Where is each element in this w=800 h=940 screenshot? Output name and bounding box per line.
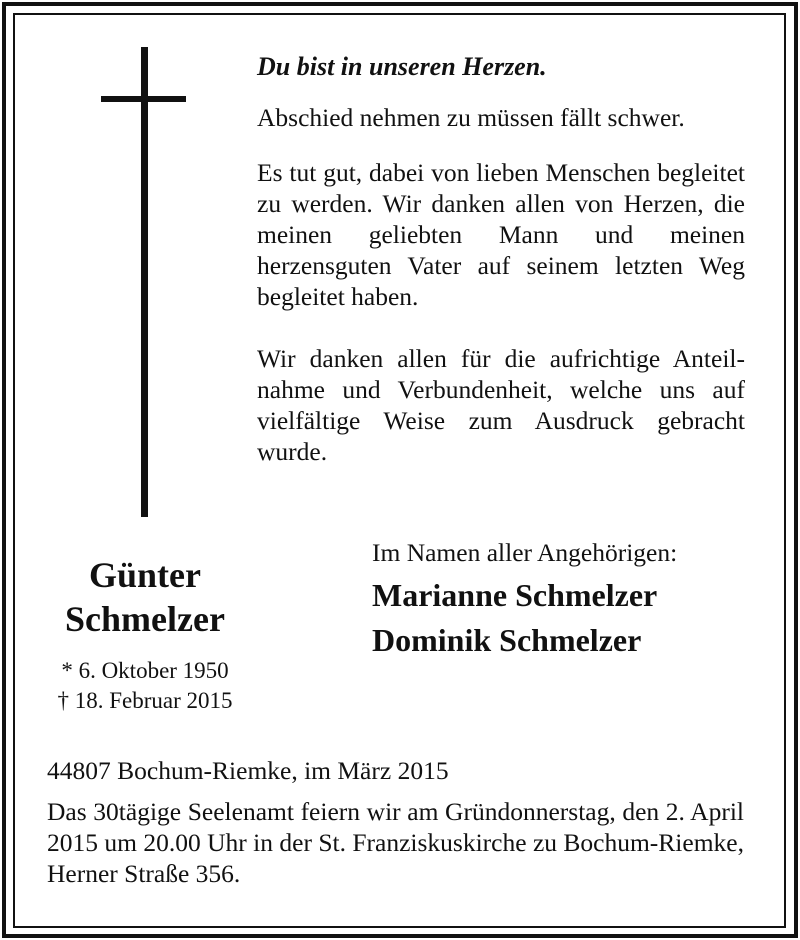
signer-name: Dominik Schmelzer	[372, 622, 642, 658]
paragraph-farewell: Abschied nehmen zu müssen fällt schwer.	[257, 103, 685, 132]
deceased-name	[45, 553, 245, 641]
service-notice: Das 30tägige Seelenamt feiern wir am Gründonnerstag, den 2. April 2015 um 20.00 Uhr in der St. Franziskuskirche zu Bochum-Riemke, Herner Straße 356.	[47, 797, 744, 888]
deceased-first-name: Günter	[89, 555, 201, 595]
motto: Du bist in unseren Herzen.	[257, 52, 547, 81]
signoff-line: Im Namen aller Angehörigen:	[372, 538, 678, 567]
life-dates	[45, 656, 245, 716]
birth-date: * 6. Oktober 1950	[61, 658, 229, 683]
death-date: † 18. Februar 2015	[57, 688, 233, 713]
paragraph-thanks: Es tut gut, dabei von lieben Menschen begleitet zu werden. Wir danken allen von Herzen, die meinen geliebten Mann und meinen herzensguten Vater auf seinem letzten Weg begleitet haben.	[257, 158, 745, 311]
paragraph-sympathy: Wir danken allen für die aufrichtige Anteil- nahme und Verbundenheit, welche uns auf vielfältige Weise zum Ausdruck gebracht wurde.	[257, 344, 745, 466]
cross-horizontal-bar	[101, 96, 186, 102]
inner-border	[13, 13, 786, 928]
place-date: 44807 Bochum-Riemke, im März 2015	[47, 756, 449, 785]
deceased-last-name: Schmelzer	[65, 599, 225, 639]
cross-vertical-bar	[141, 47, 148, 517]
signer-name: Marianne Schmelzer	[372, 577, 658, 613]
